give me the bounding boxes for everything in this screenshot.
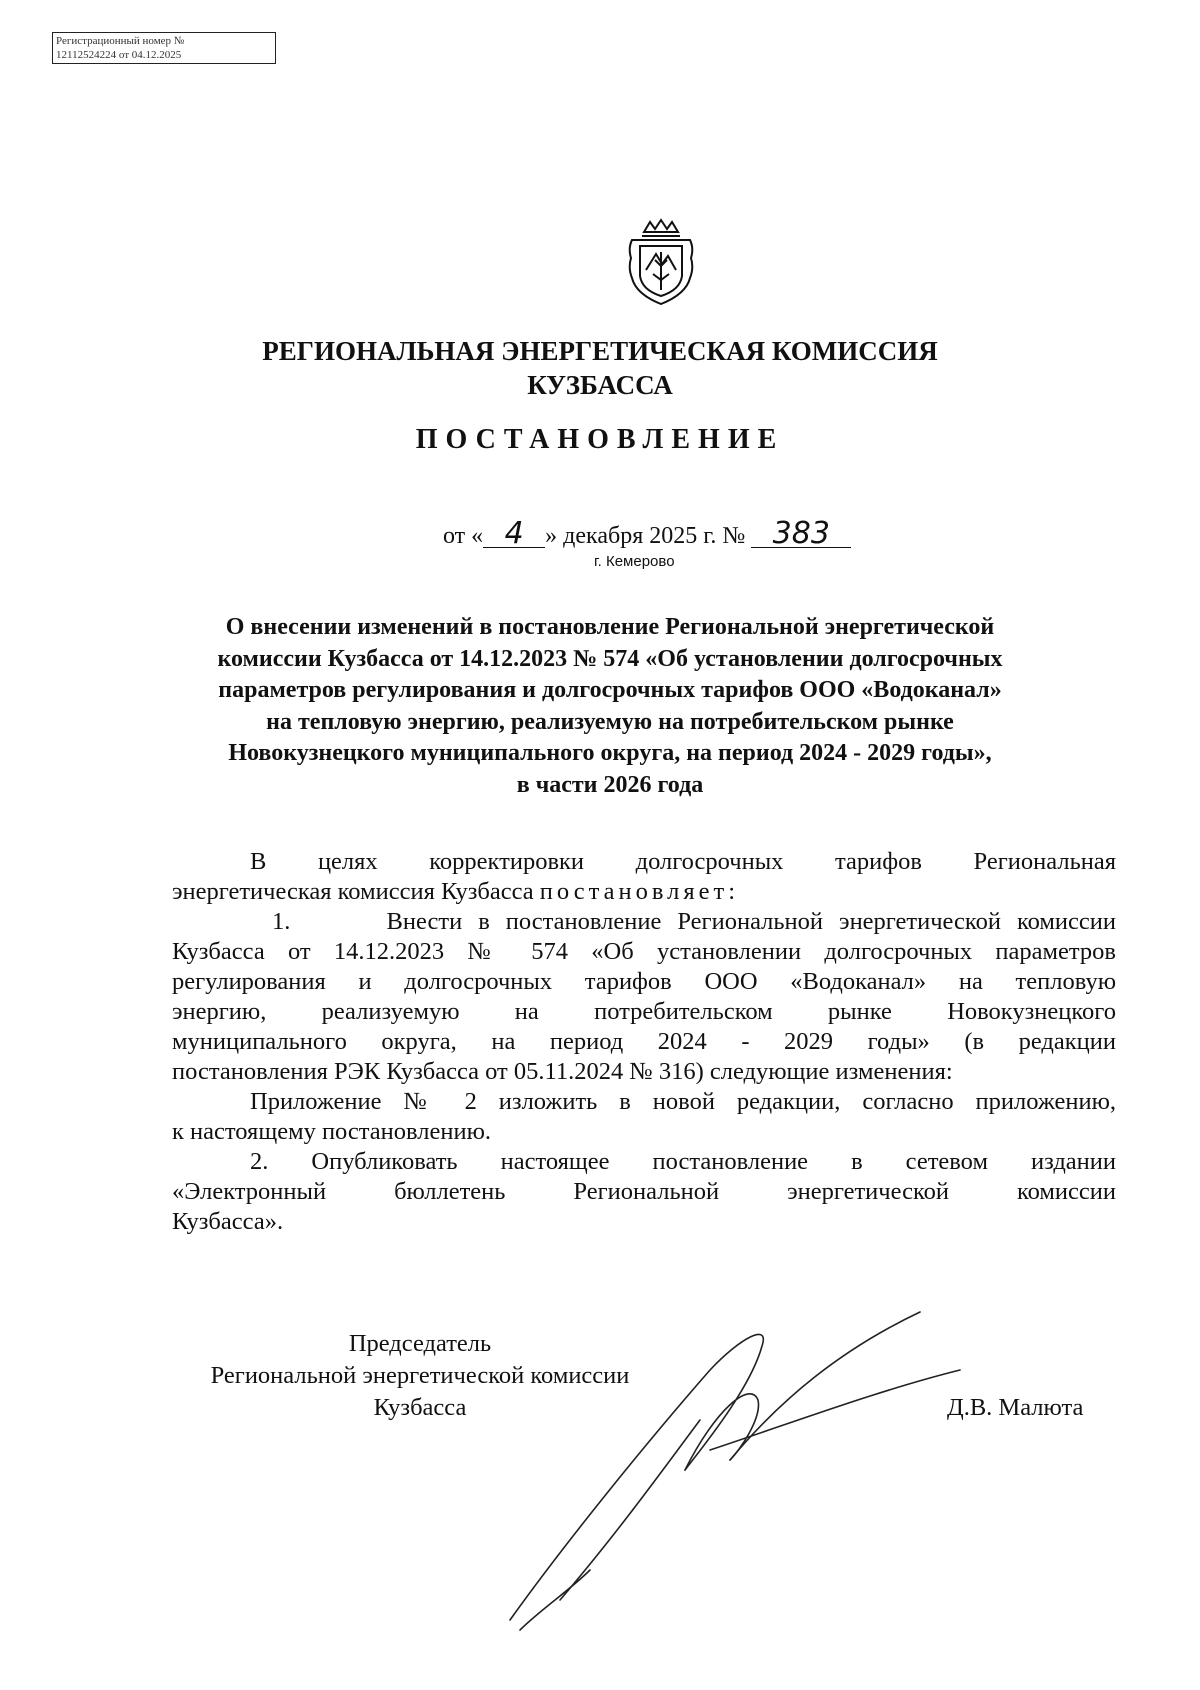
item-1-line: 1. Внести в постановление Региональной энергетической комиссии bbox=[272, 908, 1116, 935]
title-line: на тепловую энергию, реализуемую на потребительском рынке bbox=[266, 708, 954, 735]
registration-line-2: 12112524224 от 04.12.2025 bbox=[56, 49, 182, 61]
preamble-line-1: В целях корректировки долгосрочных тарифов Региональная bbox=[250, 848, 1116, 875]
preamble-line-2 bbox=[172, 877, 1116, 907]
item-2-line: 2. Опубликовать настоящее постановление в сетевом издании bbox=[250, 1148, 1116, 1175]
item-1-line: Кузбасса от 14.12.2023 № 574 «Об установлении долгосрочных параметров bbox=[172, 938, 1116, 965]
org-name-line-1: РЕГИОНАЛЬНАЯ ЭНЕРГЕТИЧЕСКАЯ КОМИССИЯ bbox=[262, 336, 938, 366]
title-line: параметров регулирования и долгосрочных тарифов ООО «Водоканал» bbox=[218, 677, 1002, 703]
item-1-line: регулирования и долгосрочных тарифов ООО «Водоканал» на тепловую bbox=[172, 968, 1116, 995]
title-line: Новокузнецкого муниципального округа, на период 2024 - 2029 годы», bbox=[228, 740, 992, 766]
item-2-line: Кузбасса». bbox=[172, 1208, 284, 1235]
item-1-line: постановления РЭК Кузбасса от 05.11.2024 № 316) следующие изменения: bbox=[172, 1058, 953, 1085]
document-title bbox=[160, 612, 1060, 801]
coat-of-arms-icon bbox=[622, 218, 700, 308]
document-type: ПОСТАНОВЛЕНИЕ bbox=[415, 424, 785, 455]
date-line bbox=[443, 516, 851, 551]
registration-line-1: Регистрационный номер № bbox=[56, 35, 185, 47]
item-1-line: энергию, реализуемую на потребительском рынке Новокузнецкого bbox=[172, 998, 1116, 1025]
signatory-title-line: Региональной энергетической комиссии bbox=[210, 1362, 630, 1389]
signatory-name: Д.В. Малюта bbox=[947, 1394, 1084, 1421]
title-line: в части 2026 года bbox=[516, 771, 704, 798]
registration-stamp bbox=[52, 32, 276, 64]
preamble-text: энергетическая комиссия Кузбасса bbox=[172, 878, 534, 905]
preamble-paragraph bbox=[172, 847, 1116, 907]
appendix-paragraph bbox=[172, 1087, 1116, 1147]
document-number: 383 bbox=[751, 521, 851, 548]
item-1-paragraph bbox=[172, 907, 1116, 1087]
item-2-paragraph bbox=[172, 1147, 1116, 1237]
date-day: 4 bbox=[483, 521, 545, 548]
item-1-line: муниципального округа, на период 2024 - 2029 годы» (в редакции bbox=[172, 1028, 1116, 1055]
org-name-line-2: КУЗБАССА bbox=[527, 370, 673, 400]
signatory-title-line: Председатель bbox=[348, 1330, 492, 1357]
appendix-line: к настоящему постановлению. bbox=[172, 1118, 492, 1145]
item-2-line: «Электронный бюллетень Региональной энергетической комиссии bbox=[172, 1178, 1116, 1205]
title-line: О внесении изменений в постановление Региональной энергетической bbox=[225, 614, 995, 640]
date-prefix: от « bbox=[443, 523, 484, 549]
appendix-line: Приложение № 2 изложить в новой редакции, согласно приложению, bbox=[250, 1088, 1116, 1115]
signatory-title-line: Кузбасса bbox=[373, 1394, 467, 1421]
city: г. Кемерово bbox=[594, 553, 675, 570]
date-middle: » декабря 2025 г. № bbox=[545, 523, 746, 549]
preamble-resolves: постановляет: bbox=[539, 878, 739, 905]
title-line: комиссии Кузбасса от 14.12.2023 № 574 «Об установлении долгосрочных bbox=[217, 645, 1003, 672]
handwritten-signature bbox=[500, 1300, 980, 1640]
